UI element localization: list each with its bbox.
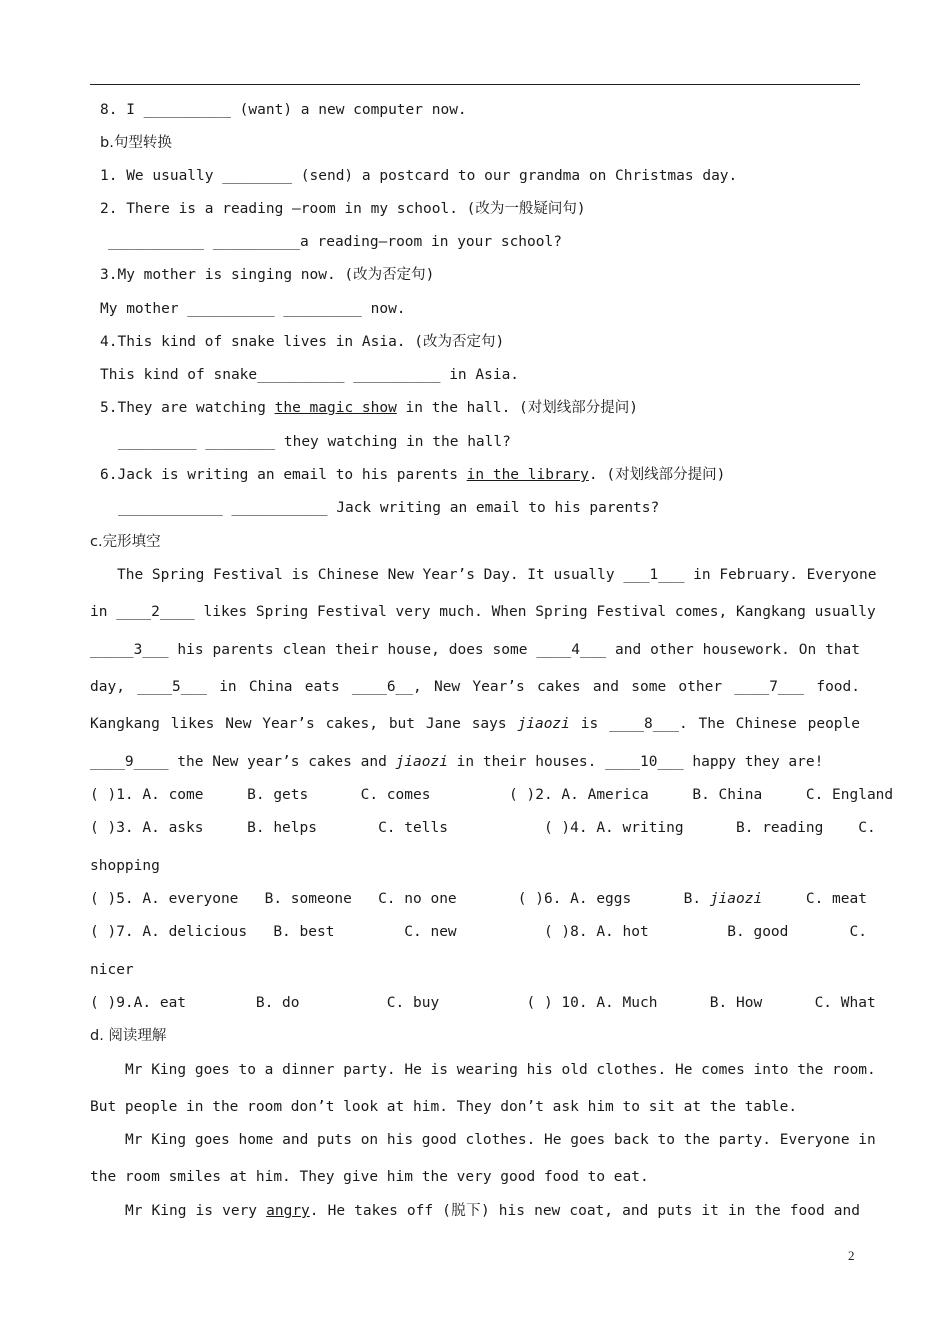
options-7-8: ( )7. A. delicious B. best C. new ( )8. A. hot B. good C.: [90, 924, 867, 940]
cloze-line-5: Kangkang likes New Year’s cakes, but Jane says jiaozi is ____8___. The Chinese people: [90, 716, 860, 732]
options-1-2: ( )1. A. come B. gets C. comes ( )2. A. America B. China C. England: [90, 787, 894, 803]
exercise-b3-answer: My mother __________ _________ now.: [100, 301, 406, 317]
cloze-line-4: day, ____5___ in China eats ____6__, New Year’s cakes and some other ____7___ food.: [90, 679, 860, 695]
exercise-b6: 6.Jack is writing an email to his parents in the library. (对划线部分提问): [100, 467, 726, 483]
section-d-heading: d. 阅读理解: [90, 1028, 167, 1044]
exercise-a8: 8. I __________ (want) a new computer now.: [100, 102, 467, 118]
options-8-continued: nicer: [90, 962, 134, 978]
header-rule: [90, 84, 860, 85]
reading-line-5: Mr King is very angry. He takes off (脱下) his new coat, and puts it in the food and: [125, 1203, 860, 1219]
reading-line-1: Mr King goes to a dinner party. He is wearing his old clothes. He comes into the room.: [125, 1062, 876, 1078]
reading-line-3: Mr King goes home and puts on his good clothes. He goes back to the party. Everyone in: [125, 1132, 876, 1148]
options-3-4: ( )3. A. asks B. helps C. tells ( )4. A. writing B. reading C.: [90, 820, 876, 836]
exercise-b2-answer: ___________ __________a reading—room in your school?: [108, 234, 562, 250]
exercise-b2: 2. There is a reading –room in my school. (改为一般疑问句): [100, 201, 586, 217]
section-b-heading: b.句型转换: [100, 135, 172, 151]
cloze-line-2: in ____2____ likes Spring Festival very much. When Spring Festival comes, Kangkang usually: [90, 604, 876, 620]
cloze-line-1: The Spring Festival is Chinese New Year’s Day. It usually ___1___ in February. Everyone: [117, 567, 877, 583]
exercise-b4: 4.This kind of snake lives in Asia. (改为否定句): [100, 334, 505, 350]
reading-line-2: But people in the room don’t look at him. They don’t ask him to sit at the table.: [90, 1099, 798, 1115]
cloze-line-3: _____3___ his parents clean their house, does some ____4___ and other housework. On that: [90, 642, 860, 658]
section-c-heading: c.完形填空: [90, 534, 161, 550]
underlined-phrase: the magic show: [274, 400, 397, 416]
page-number: 2: [848, 1248, 855, 1263]
underlined-phrase: in the library: [466, 467, 589, 483]
exercise-b4-answer: This kind of snake__________ __________ in Asia.: [100, 367, 520, 383]
reading-line-4: the room smiles at him. They give him the very good food to eat.: [90, 1169, 649, 1185]
exercise-b6-answer: ____________ ___________ Jack writing an email to his parents?: [118, 500, 660, 516]
options-9-10: ( )9.A. eat B. do C. buy ( ) 10. A. Much B. How C. What: [90, 995, 876, 1011]
options-5-6: ( )5. A. everyone B. someone C. no one ( )6. A. eggs B. jiaozi C. meat: [90, 891, 867, 907]
exercise-b1: 1. We usually ________ (send) a postcard to our grandma on Christmas day.: [100, 168, 738, 184]
exercise-b5: 5.They are watching the magic show in the hall. (对划线部分提问): [100, 400, 639, 416]
options-4-continued: shopping: [90, 858, 160, 874]
cloze-line-6: ____9____ the New year’s cakes and jiaozi in their houses. ____10___ happy they are!: [90, 754, 824, 770]
exercise-b3: 3.My mother is singing now. (改为否定句): [100, 267, 435, 283]
exercise-b5-answer: _________ ________ they watching in the hall?: [118, 434, 511, 450]
